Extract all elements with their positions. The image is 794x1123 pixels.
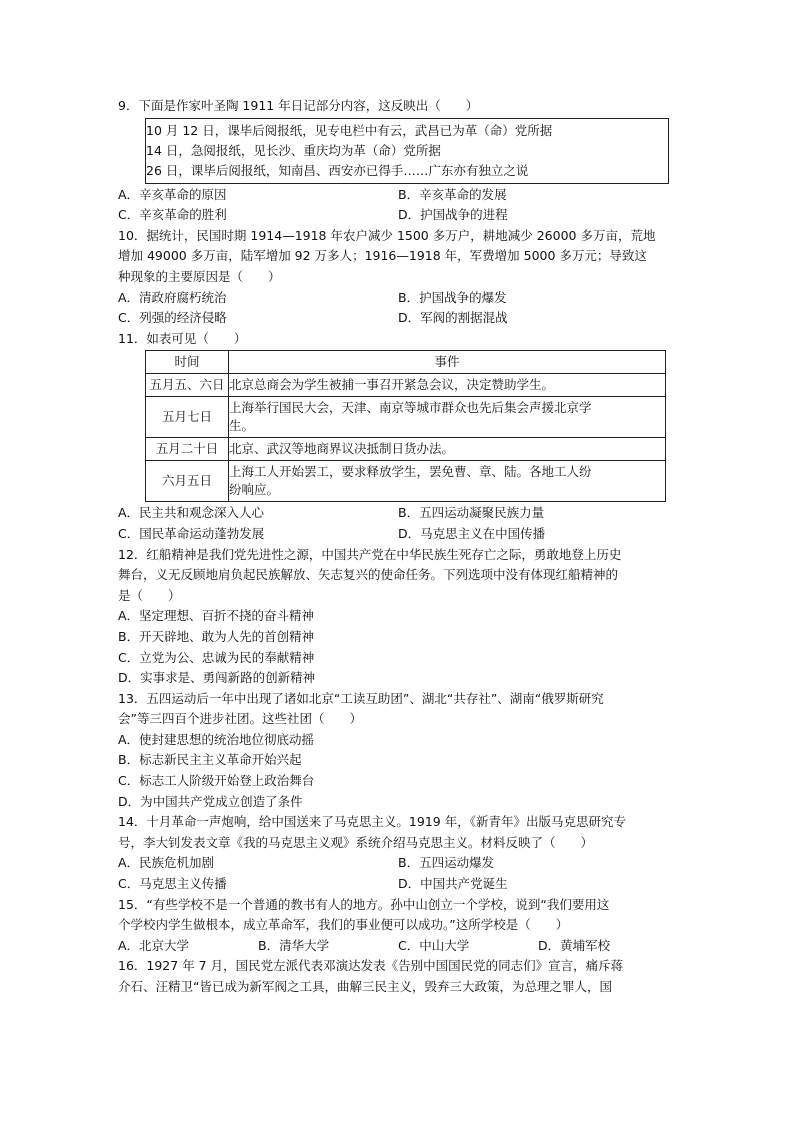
q14-option-c[interactable]: C．马克思主义传播 [118,876,227,892]
q13-option-d[interactable]: D．为中国共产党成立创造了条件 [118,793,303,809]
q12-option-a[interactable]: A．坚定理想、百折不挠的奋斗精神 [118,608,315,624]
event-text: 北京总商会为学生被捕一事召开紧急会议，决定赞助学生。 [229,377,555,393]
q14-stem: 14．十月革命一声炮响，给中国送来了马克思主义。1919 年，《新青年》出版马克思研究专 [118,814,626,830]
table-cell-time: 五月五、六日 [146,374,229,397]
q15-stem: 15．“有些学校不是一个普通的教书有人的地方。孙中山创立一个学校，说到“我们要用这 [118,896,610,912]
q15-option-a[interactable]: A．北京大学 [118,937,190,953]
q9-diary-line: 10 月 12 日，课毕后阅报纸，见专电栏中有云，武昌已为革（命）党所据 [146,122,553,138]
table-cell-time: 六月五日 [146,461,229,502]
q14-options-row [118,853,678,874]
q11-options-row [118,503,678,524]
q9-diary-box [145,118,669,184]
table-cell-event [229,438,666,461]
event-text: 纷响应。 [229,482,280,498]
q9-options-row [118,205,678,226]
q12-stem: 舞台，义无反顾地肩负起民族解放、矢志复兴的使命任务。下列选项中没有体现红船精神的 [118,567,619,583]
table-cell-time: 五月二十日 [146,438,229,461]
q10-option-c[interactable]: C．列强的经济侵略 [118,310,227,326]
table-row [146,461,666,502]
q9-option-b[interactable]: B．辛亥革命的发展 [398,186,507,202]
q12-stem: 是（ ） [118,587,181,603]
table-header-row [146,351,666,374]
q11-option-a[interactable]: A．民主共和观念深入人心 [118,505,265,521]
table-row [146,397,666,438]
table-header-event: 事件 [229,351,666,374]
q13-stem: 会”等三四百个进步社团。这些社团（ ） [118,711,362,727]
q13-option-c[interactable]: C．标志工人阶级开始登上政治舞台 [118,773,315,789]
q14-option-d[interactable]: D．中国共产党诞生 [398,876,508,892]
q10-option-d[interactable]: D．军阀的割据混战 [398,310,508,326]
table-cell-time: 五月七日 [146,397,229,438]
q10-options-row [118,308,678,329]
q10-option-b[interactable]: B．护国战争的爆发 [398,289,507,305]
q9-stem: 9．下面是作家叶圣陶 1911 年日记部分内容，这反映出（ ） [118,98,479,113]
q10-stem: 种现象的主要原因是（ ） [118,268,281,284]
q10-stem: 增加 49000 多万亩，陆军增加 92 万多人；1916—1918 年，军费增加 5000 多万元；导致这 [118,248,647,264]
event-text: 生。 [229,418,255,434]
table-cell-event [229,461,666,502]
table-cell-event [229,397,666,438]
q11-event-table [145,350,666,502]
q10-options-row [118,288,678,309]
q15-stem: 个学校内学生做根本，成立革命军，我们的事业便可以成功。”这所学校是（ ） [118,917,569,933]
q9-option-a[interactable]: A．辛亥革命的原因 [118,186,227,202]
q11-options-row [118,524,678,545]
table-cell-event [229,374,666,397]
q10-option-a[interactable]: A．清政府腐朽统治 [118,289,227,305]
q11-option-b[interactable]: B．五四运动凝聚民族力量 [398,505,545,521]
q16-stem: 介石、汪精卫“皆已成为新军阀之工具，曲解三民主义，毁弃三大政策，为总理之罪人，国 [118,979,612,994]
q15-option-b[interactable]: B．清华大学 [258,937,330,953]
q13-option-a[interactable]: A．使封建思想的统治地位彻底动摇 [118,731,315,747]
q14-stem: 号，李大钊发表文章《我的马克思主义观》系统介绍马克思主义。材料反映了（ ） [118,834,594,850]
table-row [146,438,666,461]
q15-option-d[interactable]: D．黄埔军校 [538,937,611,953]
q13-stem: 13．五四运动后一年中出现了诸如北京“工读互助团”、湖北“共存社”、湖南“俄罗斯研究 [118,690,604,706]
q14-options-row [118,874,678,895]
q14-option-a[interactable]: A．民族危机加剧 [118,855,215,871]
table-row [146,374,666,397]
q14-option-b[interactable]: B．五四运动爆发 [398,855,495,871]
q16-stem: 16．1927 年 7 月，国民党左派代表邓演达发表《告别中国国民党的同志们》宣言，痛斥蒋 [118,958,624,974]
q11-stem: 11．如表可见（ ） [118,330,247,346]
q12-option-b[interactable]: B．开天辟地、敢为人先的首创精神 [118,628,315,644]
q9-diary-line: 26 日，课毕后阅报纸，知南昌、西安亦已得手……广东亦有独立之说 [146,162,529,178]
event-text: 上海工人开始罢工，要求释放学生，罢免曹、章、陆。各地工人纷 [229,464,592,480]
q10-stem: 10．据统计，民国时期 1914—1918 年农户减少 1500 多万户，耕地减少 26000 多万亩，荒地 [118,227,656,243]
event-text: 上海举行国民大会，天津、南京等城市群众也先后集会声援北京学 [229,400,592,416]
q12-stem: 12．红船精神是我们党先进性之源，中国共产党在中华民族生死存亡之际，勇敢地登上历史 [118,546,622,562]
q12-option-d[interactable]: D．实事求是、勇闯新路的创新精神 [118,670,316,686]
q9-option-c[interactable]: C．辛亥革命的胜利 [118,207,227,223]
q9-diary-line: 14 日，急阅报纸，见长沙、重庆均为革（命）党所据 [146,142,441,158]
q12-option-c[interactable]: C．立党为公、忠诚为民的奉献精神 [118,649,315,665]
exam-page [118,96,678,998]
q15-options-row [118,936,678,957]
q11-option-d[interactable]: D．马克思主义在中国传播 [398,525,546,541]
table-header-time: 时间 [146,351,229,374]
event-text: 北京、武汉等地商界议决抵制日货办法。 [229,441,455,457]
q9-options-row [118,185,678,206]
q11-option-c[interactable]: C．国民革命运动蓬勃发展 [118,525,265,541]
q15-option-c[interactable]: C．中山大学 [398,937,470,953]
q9-option-d[interactable]: D．护国战争的进程 [398,207,508,223]
q13-option-b[interactable]: B．标志新民主主义革命开始兴起 [118,752,302,768]
